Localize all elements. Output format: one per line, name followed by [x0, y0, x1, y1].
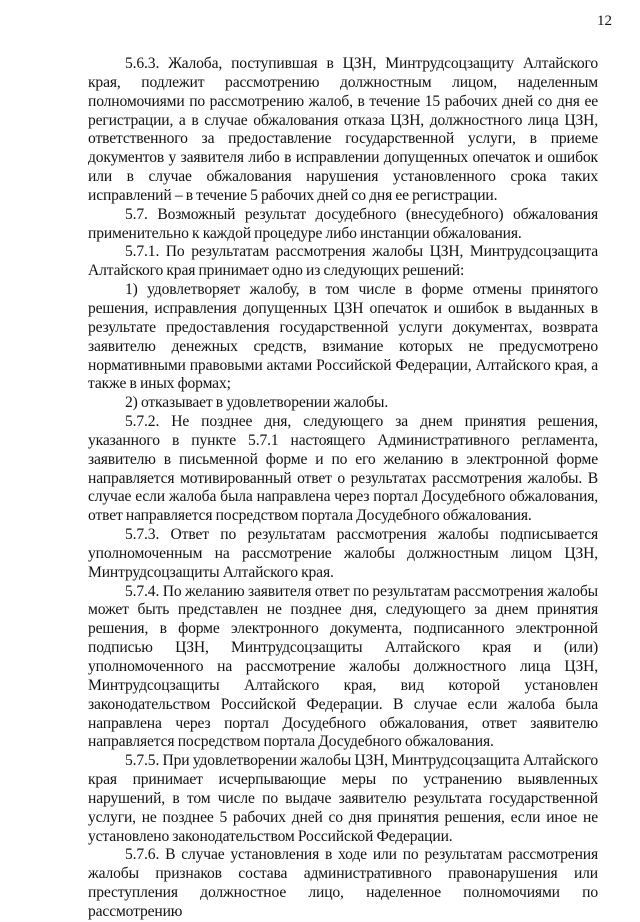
- document-body: [88, 55, 598, 922]
- list-item-2: 2) отказывает в удовлетворении жалобы.: [125, 394, 389, 412]
- paragraph-5-7-3: 5.7.3. Ответ по результатам рассмотрения жалобы подписывается уполномоченным на рассмотрение жалобы должностным лицом ЦЗН, Минтрудсоцзащиты Алтайского края.: [88, 526, 598, 581]
- paragraph-5-6-3: 5.6.3. Жалоба, поступившая в ЦЗН, Минтрудсоцзащиту Алтайского края, подлежит рассмотрению должностным лицом, наделенным полномочиями по рассмотрению жалоб, в течение 15 рабочих дней со дня ее регистрации, а в случае обжалования отказа ЦЗН, должностного лица ЦЗН, ответственного за предоставление государственной услуги, в приеме документов у заявителя либо в исправлении допущенных опечаток и ошибок или в случае обжалования нарушения установленного срока таких исправлений – в течение 5 рабочих дней со дня ее регистрации.: [88, 55, 598, 204]
- list-item-1: 1) удовлетворяет жалобу, в том числе в форме отмены принятого решения, исправления допущенных ЦЗН опечаток и ошибок в выданных в результате предоставления государственной услуги документах, возврата заявителю денежных средств, взимание которых не предусмотрено нормативными правовыми актами Российской Федерации, Алтайского края, а также в иных формах;: [88, 281, 598, 393]
- paragraph-5-7: 5.7. Возможный результат досудебного (внесудебного) обжалования применительно к каждой процедуре либо инстанции обжалования.: [88, 205, 598, 242]
- page-number: 12: [597, 13, 612, 29]
- paragraph-5-7-6: 5.7.6. В случае установления в ходе или по результатам рассмотрения жалобы признаков состава административного правонарушения или преступления должностное лицо, наделенное полномочиями по рассмотрению: [88, 846, 598, 920]
- paragraph-5-7-5: 5.7.5. При удовлетворении жалобы ЦЗН, Минтрудсоцзащита Алтайского края принимает исчерпывающие меры по устранению выявленных нарушений, в том числе по выдаче заявителю результата государственной услуги, не позднее 5 рабочих дней со дня принятия решения, если иное не установлено законодательством Российской Федерации.: [88, 752, 598, 845]
- paragraph-5-7-2: 5.7.2. Не позднее дня, следующего за днем принятия решения, указанного в пункте 5.7.1 настоящего Административного регламента, заявителю в письменной форме и по его желанию в электронной форме направляется мотивированный ответ о результатах рассмотрения жалобы. В случае если жалоба была направлена через портал Досудебного обжалования, ответ направляется посредством портала Досудебного обжалования.: [88, 413, 598, 525]
- paragraph-5-7-1: 5.7.1. По результатам рассмотрения жалобы ЦЗН, Минтрудсоцзащита Алтайского края принимает одно из следующих решений:: [88, 243, 598, 280]
- paragraph-5-7-4: 5.7.4. По желанию заявителя ответ по результатам рассмотрения жалобы может быть представлен не позднее дня, следующего за днем принятия решения, в форме электронного документа, подписанного электронной подписью ЦЗН, Минтрудсоцзащиты Алтайского края и (или) уполномоченного на рассмотрение жалобы должностного лица ЦЗН, Минтрудсоцзащиты Алтайского края, вид которой установлен законодательством Российской Федерации. В случае если жалоба была направлена через портал Досудебного обжалования, ответ заявителю направляется посредством портала Досудебного обжалования.: [88, 582, 598, 751]
